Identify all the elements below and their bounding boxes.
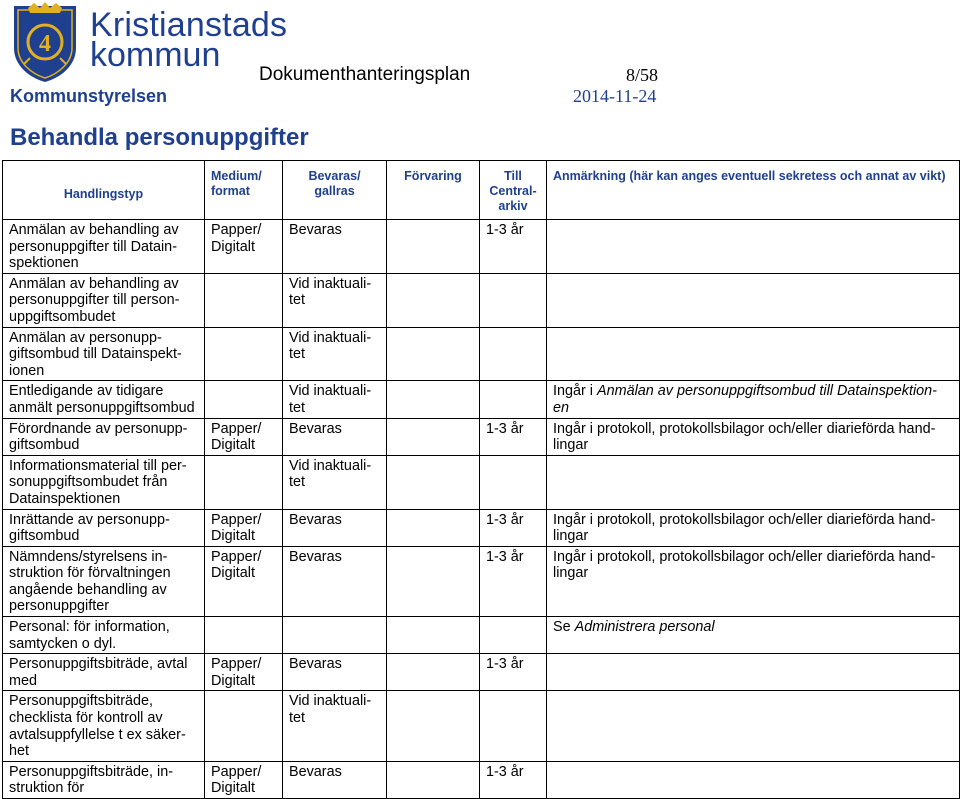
cell-keep: Bevaras	[283, 418, 387, 455]
cell-storage	[387, 418, 480, 455]
cell-storage	[387, 546, 480, 616]
cell-type: Personuppgiftsbiträde, checklista för kontroll av avtalsuppfyllelse t ex säker- het	[3, 691, 205, 761]
cell-storage	[387, 509, 480, 546]
cell-type: Inrättande av personupp- giftsombud	[3, 509, 205, 546]
cell-medium	[205, 617, 283, 654]
col-header-archive: Till Central- arkiv	[480, 161, 547, 220]
table-row	[3, 761, 960, 798]
cell-remark	[547, 509, 960, 546]
cell-medium	[205, 327, 283, 381]
cell-type: Förordnande av personupp- giftsombud	[3, 418, 205, 455]
cell-type: Anmälan av personupp- giftsombud till Datainspekt- ionen	[3, 327, 205, 381]
brand-name-sub: kommun	[90, 36, 221, 74]
cell-type: Informationsmaterial till per- sonuppgiftsombudet från Datainspektionen	[3, 455, 205, 509]
remark-reference: Anmälan av personuppgiftsombud till Datainspektion- en	[553, 383, 937, 416]
cell-archive	[480, 691, 547, 761]
cell-storage	[387, 381, 480, 418]
cell-keep: Vid inaktuali- tet	[283, 327, 387, 381]
cell-medium: Papper/ Digitalt	[205, 546, 283, 616]
cell-archive: 1-3 år	[480, 509, 547, 546]
cell-archive: 1-3 år	[480, 220, 547, 274]
cell-keep: Bevaras	[283, 220, 387, 274]
cell-storage	[387, 691, 480, 761]
cell-remark	[547, 761, 960, 798]
cell-remark	[547, 273, 960, 327]
remark-reference: Administrera personal	[574, 619, 715, 636]
cell-storage	[387, 617, 480, 654]
cell-medium: Papper/ Digitalt	[205, 418, 283, 455]
cell-keep: Bevaras	[283, 509, 387, 546]
cell-type: Anmälan av behandling av personuppgifter till person- uppgiftsombudet	[3, 273, 205, 327]
remark-text: Ingår i protokoll, protokollsbilagor och/eller diarieförda hand- lingar	[553, 511, 936, 545]
cell-type: Personuppgiftsbiträde, in- struktion för	[3, 761, 205, 798]
cell-keep: Vid inaktuali- tet	[283, 273, 387, 327]
page-number: 8/58	[626, 65, 659, 85]
cell-storage	[387, 455, 480, 509]
document-date: 2014-11-24	[573, 86, 657, 106]
cell-keep: Bevaras	[283, 546, 387, 616]
col-header-storage: Förvaring	[387, 161, 480, 220]
table-row	[3, 273, 960, 327]
cell-storage	[387, 327, 480, 381]
coat-of-arms-logo	[10, 2, 80, 84]
table-header-row	[3, 161, 960, 220]
cell-medium: Papper/ Digitalt	[205, 761, 283, 798]
cell-type: Anmälan av behandling av personuppgifter till Datain- spektionen	[3, 220, 205, 274]
col-header-medium: Medium/ format	[205, 161, 283, 220]
cell-storage	[387, 273, 480, 327]
cell-storage	[387, 654, 480, 691]
cell-remark	[547, 418, 960, 455]
remark-text: Ingår i protokoll, protokollsbilagor och/eller diarieförda hand- lingar	[553, 548, 936, 582]
cell-archive	[480, 327, 547, 381]
cell-remark	[547, 220, 960, 274]
table-row	[3, 418, 960, 455]
cell-medium: Papper/ Digitalt	[205, 220, 283, 274]
cell-keep: Vid inaktuali- tet	[283, 381, 387, 418]
cell-keep: Bevaras	[283, 761, 387, 798]
cell-remark	[547, 691, 960, 761]
cell-type: Nämndens/styrelsens in- struktion för förvaltningen angående behandling av personuppgifter	[3, 546, 205, 616]
table-row	[3, 691, 960, 761]
cell-archive: 1-3 år	[480, 546, 547, 616]
cell-keep	[283, 617, 387, 654]
cell-type: Entledigande av tidigare anmält personuppgiftsombud	[3, 381, 205, 418]
document-title: Dokumenthanteringsplan	[259, 64, 471, 85]
cell-remark	[547, 381, 960, 418]
table-row	[3, 455, 960, 509]
svg-text:4: 4	[39, 31, 51, 57]
cell-remark	[547, 455, 960, 509]
cell-archive: 1-3 år	[480, 654, 547, 691]
cell-archive	[480, 381, 547, 418]
cell-type: Personuppgiftsbiträde, avtal med	[3, 654, 205, 691]
cell-storage	[387, 761, 480, 798]
cell-storage	[387, 220, 480, 274]
cell-remark	[547, 546, 960, 616]
organization-name: Kommunstyrelsen	[10, 86, 168, 106]
remark-text: Ingår i protokoll, protokollsbilagor och/eller diarieförda hand- lingar	[553, 420, 936, 454]
table-row	[3, 654, 960, 691]
col-header-keep: Bevaras/ gallras	[283, 161, 387, 220]
table-row	[3, 509, 960, 546]
brand-name: Kristianstads	[90, 6, 288, 44]
cell-archive	[480, 617, 547, 654]
cell-medium: Papper/ Digitalt	[205, 509, 283, 546]
cell-medium	[205, 455, 283, 509]
cell-remark	[547, 654, 960, 691]
cell-keep: Vid inaktuali- tet	[283, 691, 387, 761]
remark-text: Ingår i	[553, 383, 597, 400]
cell-medium	[205, 691, 283, 761]
section-heading: Behandla personuppgifter	[10, 124, 309, 151]
cell-remark	[547, 617, 960, 654]
cell-archive	[480, 273, 547, 327]
cell-medium	[205, 273, 283, 327]
table-row	[3, 327, 960, 381]
table-row	[3, 617, 960, 654]
table-row	[3, 381, 960, 418]
cell-remark	[547, 327, 960, 381]
cell-archive: 1-3 år	[480, 761, 547, 798]
cell-keep: Vid inaktuali- tet	[283, 455, 387, 509]
cell-keep: Bevaras	[283, 654, 387, 691]
cell-medium: Papper/ Digitalt	[205, 654, 283, 691]
cell-archive	[480, 455, 547, 509]
table-row	[3, 220, 960, 274]
cell-type: Personal: för information, samtycken o dyl.	[3, 617, 205, 654]
cell-archive: 1-3 år	[480, 418, 547, 455]
table-row	[3, 546, 960, 616]
remark-text: Se	[553, 619, 575, 636]
col-header-type: Handlingstyp	[3, 161, 205, 220]
col-header-remark: Anmärkning (här kan anges eventuell sekretess och annat av vikt)	[547, 161, 960, 220]
cell-medium	[205, 381, 283, 418]
document-plan-table	[2, 160, 960, 799]
